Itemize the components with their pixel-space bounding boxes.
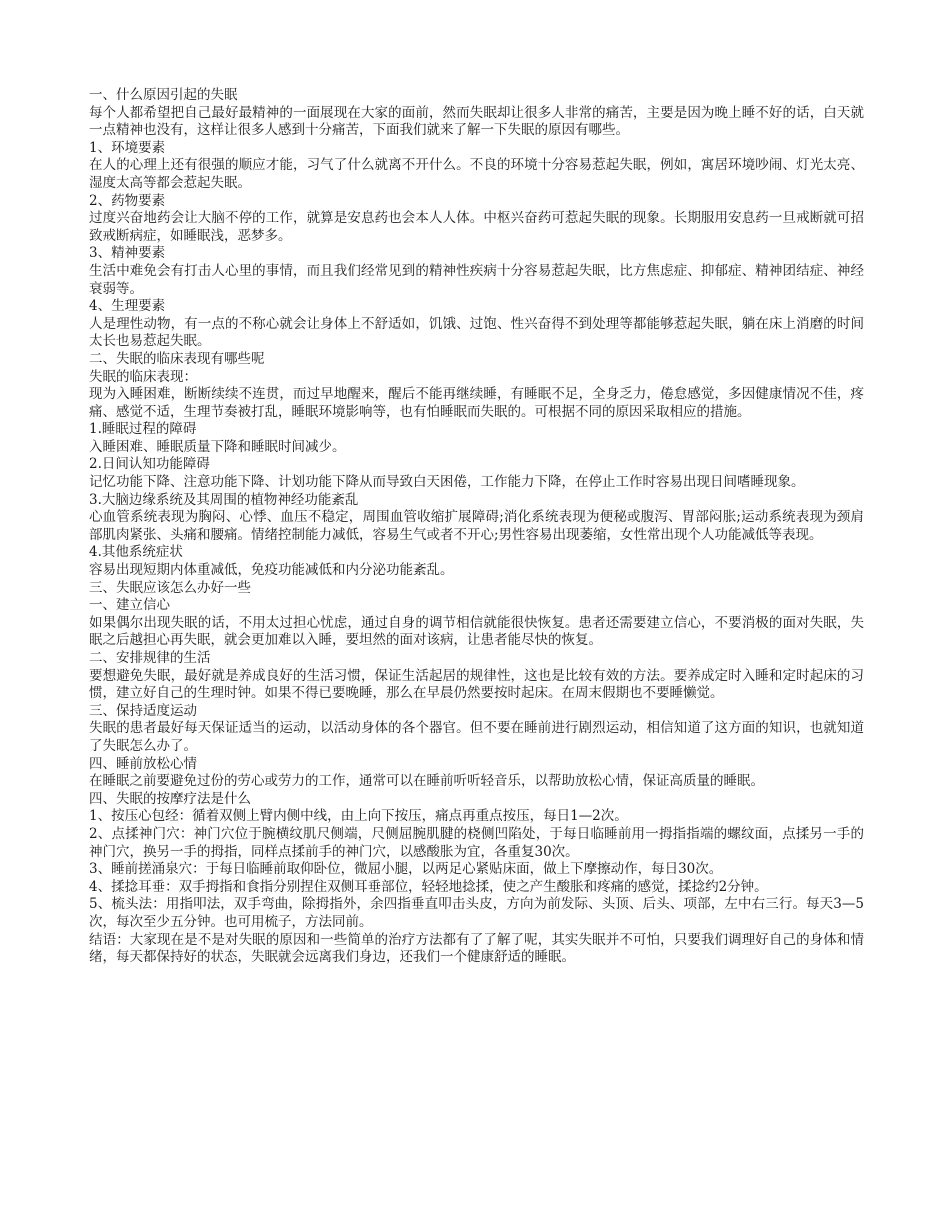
section-1-3-title: 3、精神要素 xyxy=(89,245,166,262)
section-2-3-text: 心血管系统表现为胸闷、心悸、血压不稳定，周围血管收缩扩展障碍;消化系统表现为便秘或腹泻、胃部闷胀;运动系统表现为颈肩部肌肉紧张、头痛和腰痛。情绪控制能力减低，容易生气或者不开心;男性容易出现萎缩，女性常出现个人功能减低等表现。 xyxy=(89,509,864,543)
section-1-4-text: 人是理性动物，有一点的不称心就会让身体上不舒适如，饥饿、过饱、性兴奋得不到处理等都能够惹起失眠，躺在床上消磨的时间太长也易惹起失眠。 xyxy=(89,315,864,350)
section-3-3-text: 失眠的患者最好每天保证适当的运动，以活动身体的各个器官。但不要在睡前进行剧烈运动，相信知道了这方面的知识，也就知道了失眠怎么办了。 xyxy=(89,720,864,754)
section-3-4-title: 四、睡前放松心情 xyxy=(89,755,197,772)
section-1-2-title: 2、药物要素 xyxy=(89,192,166,209)
section-2-intro: 现为入睡困难，断断续续不连贯，而过早地醒来，醒后不能再继续睡，有睡眠不足，全身乏力，倦怠感觉，多因健康情况不佳，疼痛、感觉不适，生理节奏被打乱，睡眠环境影响等，也有怕睡眠而失眠的。可根据不同的原因采取相应的措施。 xyxy=(89,386,864,420)
section-4-item-5: 5、梳头法：用指叩法，双手弯曲，除拇指外，余四指垂直叩击头皮，方向为前发际、头顶、后头、项部，左中右三行。每天3—5次，每次至少五分钟。也可用梳子，方法同前。 xyxy=(89,896,864,930)
section-2-2-text: 记忆功能下降、注意功能下降、计划功能下降从而导致白天困倦，工作能力下降，在停止工作时容易出现日间嗜睡现象。 xyxy=(89,474,805,491)
section-4-item-4: 4、揉捻耳垂：双手拇指和食指分别捏住双侧耳垂部位，轻轻地捻揉，使之产生酸胀和疼痛的感觉，揉捻约2分钟。 xyxy=(89,878,768,895)
section-4-item-2: 2、点揉神门穴：神门穴位于腕横纹肌尺侧端，尺侧屈腕肌腱的桡侧凹陷处，于每日临睡前用一拇指指端的螺纹面，点揉另一手的神门穴，换另一手的拇指，同样点揉前手的神门穴，以感酸胀为宜，各重复30次。 xyxy=(89,825,864,860)
section-2-3-title: 3.大脑边缘系统及其周围的植物神经功能紊乱 xyxy=(89,491,359,508)
section-1-4-title: 4、生理要素 xyxy=(89,298,166,315)
section-2-title: 二、失眠的临床表现有哪些呢 xyxy=(89,350,265,367)
section-4-title: 四、失眠的按摩疗法是什么 xyxy=(89,790,251,807)
section-3-1-title: 一、建立信心 xyxy=(89,597,170,614)
conclusion: 结语：大家现在是不是对失眠的原因和一些简单的治疗方法都有了了解了呢，其实失眠并不可怕，只要我们调理好自己的身体和情绪，每天都保持好的状态，失眠就会远离我们身边，还我们一个健康舒适的睡眠。 xyxy=(89,931,864,966)
section-1-title: 一、什么原因引起的失眠 xyxy=(89,87,238,103)
section-3-4-text: 在睡眠之前要避免过份的劳心或劳力的工作，通常可以在睡前听听轻音乐，以帮助放松心情，保证高质量的睡眠。 xyxy=(89,773,764,790)
section-3-title: 三、失眠应该怎么办好一些 xyxy=(89,579,251,596)
section-1-2-text: 过度兴奋地药会让大脑不停的工作，就算是安息药也会本人人体。中枢兴奋药可惹起失眠的现象。长期服用安息药一旦戒断就可招致戒断病症，如睡眠浅，恶梦多。 xyxy=(89,210,864,244)
section-2-4-title: 4.其他系统症状 xyxy=(89,544,183,561)
section-2-subtitle: 失眠的临床表现： xyxy=(89,368,197,385)
section-4-item-3: 3、睡前搓涌泉穴：于每日临睡前取仰卧位，微屈小腿，以两足心紧贴床面，做上下摩擦动作，每日30次。 xyxy=(89,861,723,878)
section-3-3-title: 三、保持适度运动 xyxy=(89,702,197,719)
document-body xyxy=(89,87,864,967)
section-2-1-title: 1.睡眠过程的障碍 xyxy=(89,421,197,438)
section-4-item-1: 1、按压心包经：循着双侧上臂内侧中线，由上向下按压，痛点再重点按压，每日1—2次。 xyxy=(89,808,628,825)
section-1-intro: 每个人都希望把自己最好最精神的一面展现在大家的面前，然而失眠却让很多人非常的痛苦，主要是因为晚上睡不好的话，白天就一点精神也没有，这样让很多人感到十分痛苦，下面我们就来了解一下失眠的原因有哪些。 xyxy=(89,104,864,139)
section-3-2-text: 要想避免失眠，最好就是养成良好的生活习惯，保证生活起居的规律性，这也是比较有效的方法。要养成定时入睡和定时起床的习惯，建立好自己的生理时钟。如果不得已要晚睡，那么在早晨仍然要按时起床。在周末假期也不要睡懒觉。 xyxy=(89,667,864,702)
section-1-1-text: 在人的心理上还有很强的顺应才能，习气了什么就离不开什么。不良的环境十分容易惹起失眠，例如，寓居环境吵闹、灯光太亮、湿度太高等都会惹起失眠。 xyxy=(89,157,864,191)
section-2-4-text: 容易出现短期内体重减低，免疫功能减低和内分泌功能紊乱。 xyxy=(89,562,454,579)
section-1-1-title: 1、环境要素 xyxy=(89,139,166,156)
section-2-1-text: 入睡困难、睡眠质量下降和睡眠时间减少。 xyxy=(89,438,346,455)
section-1-3-text: 生活中难免会有打击人心里的事情，而且我们经常见到的精神性疾病十分容易惹起失眠，比方焦虑症、抑郁症、精神团结症、神经衰弱等。 xyxy=(89,262,864,297)
section-3-1-text: 如果偶尔出现失眠的话，不用太过担心忧虑，通过自身的调节相信就能很快恢复。患者还需要建立信心，不要消极的面对失眠，失眠之后越担心再失眠，就会更加难以入睡，要坦然的面对该病，让患者能尽快的恢复。 xyxy=(89,614,864,649)
section-2-2-title: 2.日间认知功能障碍 xyxy=(89,456,210,473)
section-3-2-title: 二、安排规律的生活 xyxy=(89,650,211,666)
